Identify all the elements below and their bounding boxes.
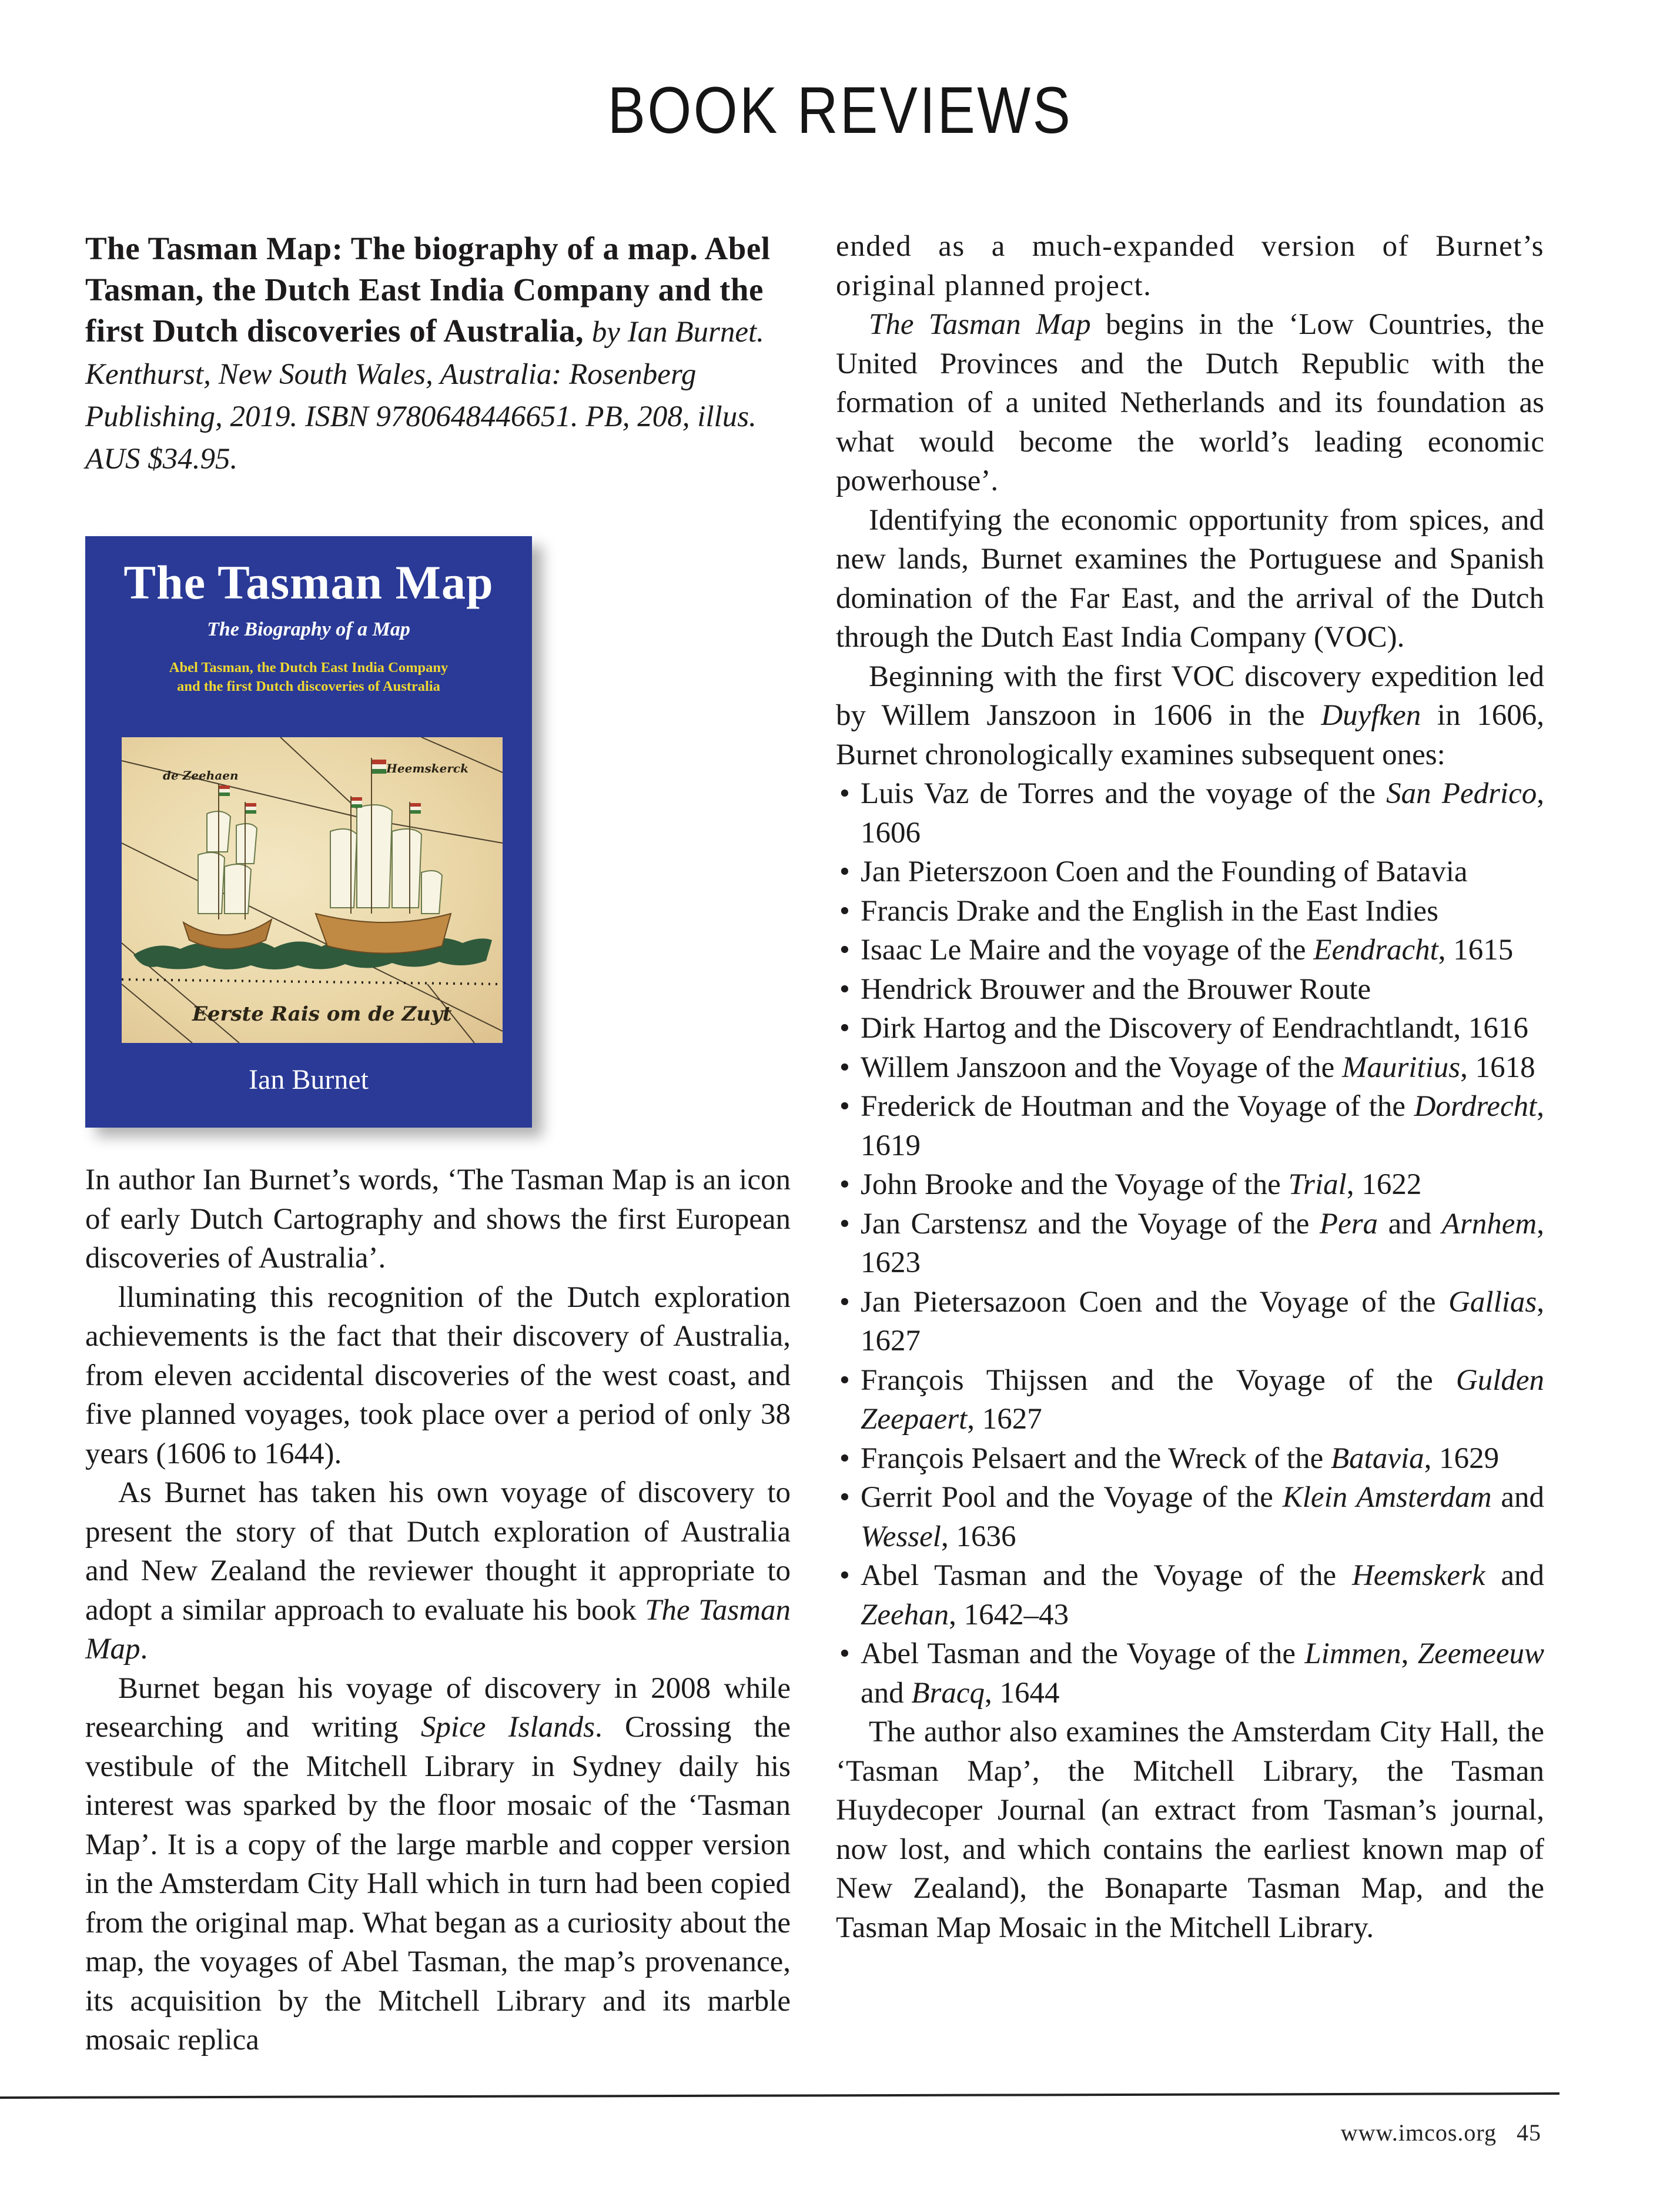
text-run: Dirk Hartog and the Discovery of Eendrachtlandt, 1616 (861, 1012, 1528, 1045)
cover-tagline-line: Abel Tasman, the Dutch East India Company (169, 660, 449, 676)
ship-zeehaen (183, 784, 272, 949)
ship-name-italic: Duyfken (1321, 699, 1421, 732)
voyage-list-item (836, 1478, 1544, 1556)
book-cover-image (85, 536, 532, 1128)
ship-name-italic: Gulden Zeepaert (861, 1363, 1544, 1436)
voyage-list-item (836, 1087, 1544, 1165)
voyage-list-item (836, 1165, 1544, 1205)
cover-map-illustration (122, 737, 503, 1043)
text-run: Jan Carstensz and the Voyage of the (861, 1207, 1320, 1240)
ship-name-italic: Dordrecht (1414, 1090, 1537, 1123)
bullet-icon: • (839, 1012, 850, 1045)
text-run: and (1491, 1481, 1544, 1514)
ship-name-italic: Eendracht (1313, 934, 1438, 967)
text-run: Hendrick Brouwer and the Brouwer Route (861, 972, 1371, 1006)
map-caption: Eerste Rais om de Zuyt (192, 1002, 452, 1026)
route-dotted-line (122, 979, 503, 984)
ship-name-italic: Limmen (1304, 1637, 1401, 1670)
paragraph (85, 1473, 791, 1669)
cover-tagline (85, 658, 532, 696)
cover-tagline-line: and the first Dutch discoveries of Australia (177, 678, 440, 694)
left-column (85, 228, 791, 2060)
paragraph: Identifying the economic opportunity from spices, and new lands, Burnet examines the Portuguese and Spanish domination of the Far East, and the arrival of the Dutch through the Dutch East India Company (VOC). (836, 503, 1544, 654)
voyage-list-item (836, 1283, 1544, 1361)
ship-heemskerck (316, 758, 451, 954)
text-run: , 1644 (985, 1676, 1060, 1710)
review-heading (85, 228, 791, 480)
voyage-list-item (836, 774, 1544, 852)
text-run: , (1401, 1637, 1418, 1670)
page-number: 45 (1517, 2119, 1541, 2146)
cover-title: The Tasman Map (123, 556, 494, 609)
bullet-icon: • (839, 1363, 850, 1397)
ship-name-italic: Pera (1319, 1207, 1378, 1240)
footer-rule (0, 2092, 1559, 2099)
bullet-icon: • (839, 1285, 850, 1319)
voyage-list-item (836, 1439, 1544, 1479)
ship-name-italic: Batavia (1331, 1442, 1424, 1475)
bullet-icon: • (839, 1637, 850, 1670)
text-run: Beginning with the first VOC discovery expedition led by Willem Janszoon in 1606 in the (836, 660, 1544, 732)
page-footer (1341, 2119, 1541, 2146)
voyage-list-item (836, 1634, 1544, 1713)
text-run: and (1485, 1559, 1544, 1592)
bullet-icon: • (839, 1442, 850, 1475)
text-run: Francis Drake and the English in the East Indies (861, 894, 1438, 928)
voyage-list-item (836, 1048, 1544, 1088)
paragraph (85, 1669, 791, 2060)
book-citation: by Ian Burnet. Kenthurst, New South Wales, Australia: Rosenberg Publishing, 2019. ISBN 9780648446651. PB, 208, illus. AUS $34.95. (85, 316, 764, 476)
voyage-list-item (836, 931, 1544, 970)
bullet-icon: • (839, 1090, 850, 1123)
bullet-icon: • (839, 972, 850, 1006)
voyage-list-item (836, 1556, 1544, 1634)
text-run: John Brooke and the Voyage of the (861, 1168, 1289, 1201)
ship-name-italic: Gallias (1448, 1285, 1537, 1319)
voyage-list-item (836, 1009, 1544, 1048)
book-title-italic: Spice Islands (420, 1711, 595, 1744)
bullet-icon: • (839, 1051, 850, 1084)
rhumb-lines (122, 737, 503, 1043)
text-run: , 1642–43 (949, 1598, 1069, 1631)
bullet-icon: • (839, 1559, 850, 1592)
text-run: , 1618 (1460, 1051, 1535, 1084)
footer-website: www.imcos.org (1340, 2119, 1497, 2146)
ship-name-italic: Zeehan (861, 1598, 949, 1631)
text-run: Willem Janszoon and the Voyage of the (861, 1051, 1342, 1084)
text-run: , 1622 (1346, 1168, 1422, 1201)
ship-name-italic: Wessel (861, 1520, 941, 1553)
text-run: . (140, 1633, 148, 1666)
paragraph: ended as a much-expanded version of Burnet’s original planned project. (836, 230, 1544, 302)
ship-name-italic: Heemskerk (1351, 1559, 1485, 1592)
text-run: As Burnet has taken his own voyage of discovery to present the story of that Dutch exploration of Australia and New Zealand the reviewer thought it appropriate to adopt a similar approach to evaluate his book (85, 1476, 791, 1627)
voyage-list-item (836, 1205, 1544, 1283)
text-run: Burnet began his voyage of discovery in 2008 while researching and writing (85, 1671, 791, 1744)
bullet-icon: • (839, 1207, 850, 1240)
text-run: , 1627 (861, 1285, 1544, 1357)
cover-subtitle: The Biography of a Map (207, 618, 410, 640)
text-run: , 1627 (967, 1403, 1042, 1436)
right-column (836, 227, 1544, 1947)
cover-author: Ian Burnet (249, 1064, 369, 1095)
text-run: , 1623 (861, 1207, 1544, 1279)
bullet-icon: • (839, 934, 850, 967)
text-run: and (1378, 1207, 1442, 1240)
ship-name-italic: Mauritius (1341, 1051, 1461, 1084)
text-run: Gerrit Pool and the Voyage of the (861, 1481, 1283, 1514)
book-title: The Tasman Map: The biography of a map. Abel Tasman, the Dutch East India Company and the first Dutch discoveries of Australia, (85, 230, 771, 349)
voyage-list-item (836, 1361, 1544, 1439)
voyage-list (836, 774, 1544, 1713)
ship-name-italic: Bracq (911, 1676, 985, 1710)
ship-name-italic: Trial (1288, 1168, 1347, 1201)
ships-illustration (122, 737, 503, 1043)
paragraph: In author Ian Burnet’s words, ‘The Tasman Map is an icon of early Dutch Cartography and shows the first European discoveries of Australia’. (85, 1163, 791, 1275)
text-run: , 1629 (1424, 1442, 1500, 1475)
paragraph: lluminating this recognition of the Dutch exploration achievements is the fact that their discovery of Australia, from eleven accidental discoveries of the west coast, and five planned voyages, took place over a period of only 38 years (1606 to 1644). (85, 1280, 791, 1470)
text-run: François Thijssen and the Voyage of the (861, 1363, 1456, 1397)
text-run: , 1619 (861, 1090, 1544, 1162)
text-run: , 1615 (1438, 934, 1514, 967)
ship-name-italic: San Pedrico (1386, 777, 1537, 810)
map-label-heemskerck: Heemskerck (386, 761, 468, 775)
text-run: François Pelsaert and the Wreck of the (861, 1442, 1331, 1475)
bullet-icon: • (839, 1168, 850, 1201)
text-run: begins in the ‘Low Countries, the United Provinces and the Dutch Republic with the formation of a united Netherlands and its foundation as what would become the world’s leading economic powerhouse’. (836, 308, 1544, 497)
text-run: Luis Vaz de Torres and the voyage of the (861, 777, 1387, 810)
bullet-icon: • (839, 1481, 850, 1514)
book-title-italic: The Tasman Map (869, 308, 1091, 341)
ship-name-italic: Arnhem (1441, 1207, 1537, 1240)
text-run: , 1636 (941, 1520, 1016, 1553)
voyage-list-item (836, 970, 1544, 1009)
text-run: Abel Tasman and the Voyage of the (861, 1559, 1352, 1592)
ship-name-italic: Klein Amsterdam (1282, 1481, 1492, 1514)
text-run: in 1606, Burnet chronologically examines subsequent ones: (836, 699, 1544, 771)
page-section-title: BOOK REVIEWS (607, 73, 1073, 148)
bullet-icon: • (839, 855, 850, 888)
bullet-icon: • (839, 894, 850, 928)
text-run: Isaac Le Maire and the voyage of the (861, 934, 1314, 967)
ship-name-italic: Zeemeeuw (1417, 1637, 1545, 1670)
text-run: . Crossing the vestibule of the Mitchell Library in Sydney daily his interest was sparked by the floor mosaic of the ‘Tasman Map’. It is a copy of the large marble and copper version in the Amsterdam City Hall which in turn had been copied from the original map. What began as a curiosity about the map, the voyages of Abel Tasman, the map’s provenance, its acquisition by the Mitchell Library and its marble mosaic replica (85, 1711, 791, 2056)
text-run: Jan Pietersazoon Coen and the Voyage of the (861, 1285, 1449, 1319)
paragraph (836, 305, 1544, 501)
map-label-zeehaen: de Zeehaen (163, 768, 239, 783)
voyage-list-item (836, 892, 1544, 931)
paragraph: The author also examines the Amsterdam City Hall, the ‘Tasman Map’, the Mitchell Library, the Tasman Huydecoper Journal (an extract from Tasman’s journal, now lost, and which contains the earliest known map of New Zealand), the Bonaparte Tasman Map, and the Tasman Map Mosaic in the Mitchell Library. (836, 1716, 1544, 1944)
voyage-list-item (836, 852, 1544, 892)
text-run: Abel Tasman and the Voyage of the (861, 1637, 1305, 1670)
book-title-italic: The Tasman Map (85, 1593, 791, 1666)
text-run: Jan Pieterszoon Coen and the Founding of Batavia (861, 855, 1468, 888)
text-run: Frederick de Houtman and the Voyage of the (861, 1090, 1414, 1123)
paragraph (836, 657, 1544, 775)
text-run: , 1606 (861, 777, 1544, 850)
text-run: and (861, 1676, 912, 1710)
bullet-icon: • (839, 777, 850, 810)
